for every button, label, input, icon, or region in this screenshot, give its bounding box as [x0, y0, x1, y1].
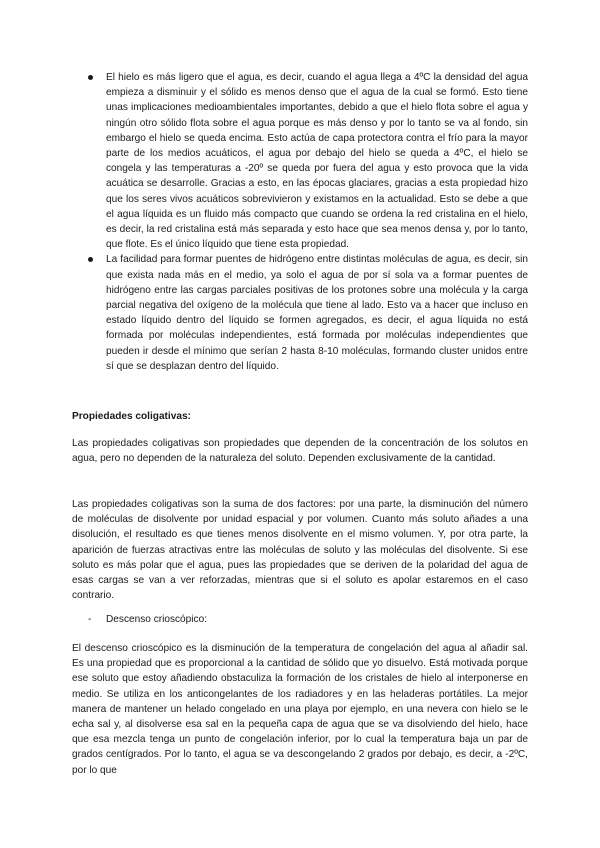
list-item — [88, 252, 528, 374]
bullet-list — [88, 70, 528, 374]
section-heading: Propiedades coligativas: — [72, 411, 191, 422]
list-item — [88, 70, 528, 252]
paragraph-definition: Las propiedades coligativas son propiedades que dependen de la concentración de los solutos en agua, pero no dependen de la naturaleza del soluto. Dependen exclusivamente de la cantidad. — [72, 438, 528, 465]
bullet-text: La facilidad para formar puentes de hidrógeno entre distintas moléculas de agua, es decir, sin que exista nada más en el medio, ya solo el agua de por sí sola va a formar puentes de hidrógeno entre las cargas parciales positivas de los protones sobre una molécula y la carga parcial negativa del oxígeno de la molécula que tiene al lado. Esto va a hacer que incluso en estado líquido dentro del líquido se formen agregados, es decir, el agua líquida no está formada por moléculas independientes, está formada por moléculas independientes que pueden ir desde el mínimo que serían 2 hasta 8-10 moléculas, formando cluster unidos entre sí que se desplazan dentro del líquido. — [106, 254, 528, 372]
paragraph-factors: Las propiedades coligativas son la suma de dos factores: por una parte, la disminución del número de moléculas de disolvente por unidad espacial y por volumen. Cuanto más soluto añades a una disolución, el resultado es que tienes menos disolvente en el mismo volumen. Y, por otra parte, la aparición de fuerzas atractivas entre las moléculas de soluto y las moléculas del disolvente. Si ese soluto es más polar que el agua, pues las propiedades que se deriven de la polaridad del agua de esas cargas se van a ver reforzadas, mientras que si el soluto es apolar estaremos en el caso contrario. — [72, 499, 528, 602]
paragraph-descenso: El descenso crioscópico es la disminución de la temperatura de congelación del agua al añadir sal. Es una propiedad que es proporcional a la cantidad de sólido que yo disuelvo. Está motivada porque ese soluto que estoy añadiendo obstaculiza la formación de los cristales de hielo al interponerse en medio. Se utiliza en los anticongelantes de los radiadores y en las heladeras portátiles. La mejor manera de mantener un helado congelado en una playa por ejemplo, en una nevera con hielo se le echa sal y, al disolverse esa sal en la pequeña capa de agua que se va disolviendo del hielo, hace que esa mezcla tenga un punto de congelación inferior, por lo cual la temperatura baja un par de grados centígrados. Por lo tanto, el agua se va descongelando 2 grados por debajo, es decir, a -2ºC, por lo que — [72, 643, 528, 776]
bullet-icon — [88, 257, 93, 262]
dash-marker: - — [88, 614, 92, 625]
subsection-label: Descenso crioscópico: — [106, 614, 207, 625]
bullet-text: El hielo es más ligero que el agua, es decir, cuando el agua llega a 4ºC la densidad del agua empieza a disminuir y el sólido es menos denso que el agua de la cual se formó. Esto tiene unas implicaciones medioambientales importantes, debido a que el hielo flota sobre el agua y ningún otro sólido flota sobre el agua porque es más denso y por lo tanto se va al fondo, sin embargo el hielo se queda encima. Esto actúa de capa protectora contra el frío para la mayor parte de los medios acuáticos, el agua por debajo del hielo se queda a 4ºC, el hielo se congela y las temperaturas a -20º se queda por fuera del agua y esto provoca que la vida acuática se desarrolle. Gracias a esto, en las épocas glaciares, gracias a esta propiedad hizo que los seres vivos acuáticos sobrevivieron y existamos en la actualidad. Esto se debe a que el agua líquida es un fluido más compacto que cuando se ordena la red cristalina en el hielo, es decir, la red cristalina está más separada y esto hace que sea menos densa y, por lo tanto, que flote. Es el único líquido que tiene esta propiedad. — [106, 72, 528, 251]
bullet-icon — [88, 75, 93, 80]
